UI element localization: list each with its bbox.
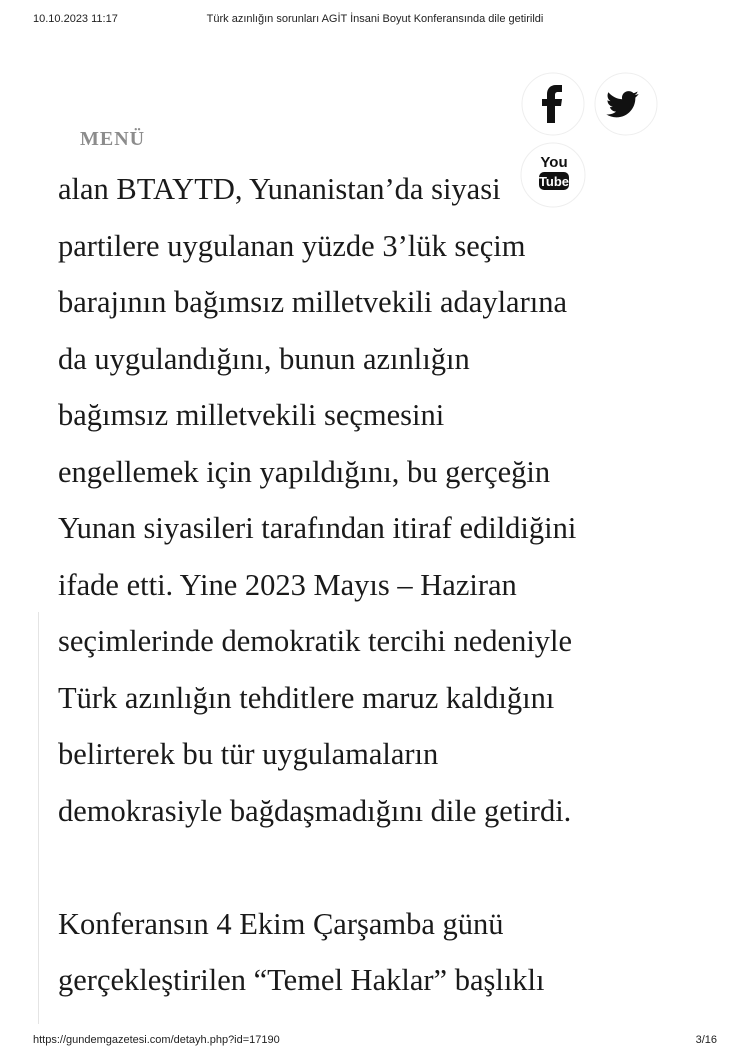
article-line: Konferansın 4 Ekim Çarşamba günü — [58, 906, 504, 941]
print-page-title: Türk azınlığın sorunları AGİT İnsani Boyut Konferansında dile getirildi — [206, 13, 544, 25]
article-line: engellemek için yapıldığını, bu gerçeğin — [58, 454, 551, 489]
print-footer — [0, 1032, 750, 1052]
twitter-icon — [594, 72, 658, 136]
youtube-icon — [520, 142, 586, 208]
content-divider — [38, 612, 39, 1024]
youtube-link[interactable] — [520, 142, 586, 208]
article-line: partilere uygulanan yüzde 3’lük seçim — [58, 228, 526, 263]
youtube-tube-text: Tube — [538, 174, 570, 189]
article-line: alan BTAYTD, Yunanistan’da siyasi — [58, 172, 501, 206]
article-line: belirterek bu tür uygulamaların — [58, 737, 439, 771]
twitter-link[interactable] — [594, 72, 658, 136]
print-header — [0, 0, 750, 30]
article-line: seçimlerinde demokratik tercihi nedeniyle — [58, 624, 573, 658]
article-line: gerçekleştirilen “Temel Haklar” başlıklı — [58, 963, 545, 997]
article-line: barajının bağımsız milletvekili adaylarına — [58, 285, 568, 319]
article-line: bağımsız milletvekili seçmesini — [58, 398, 445, 432]
page-number: 3/16 — [695, 1034, 717, 1046]
article-line: Türk azınlığın tehditlere maruz kaldığını — [58, 680, 555, 715]
menu-button[interactable]: MENÜ — [80, 128, 146, 150]
article-line: da uygulandığını, bunun azınlığın — [58, 341, 470, 376]
paragraph-gap — [58, 839, 718, 896]
youtube-you-text: You — [540, 154, 568, 171]
print-url: https://gundemgazetesi.com/detayh.php?id=17190 — [33, 1034, 280, 1046]
article-line: ifade etti. Yine 2023 Mayıs – Haziran — [58, 567, 517, 602]
print-date: 10.10.2023 11:17 — [33, 13, 118, 25]
facebook-link[interactable] — [521, 72, 585, 136]
article-body — [58, 161, 718, 1009]
article-line: demokrasiyle bağdaşmadığını dile getirdi. — [58, 793, 572, 828]
facebook-icon — [521, 72, 585, 136]
article-line: Yunan siyasileri tarafından itiraf edildiğini — [58, 511, 577, 545]
